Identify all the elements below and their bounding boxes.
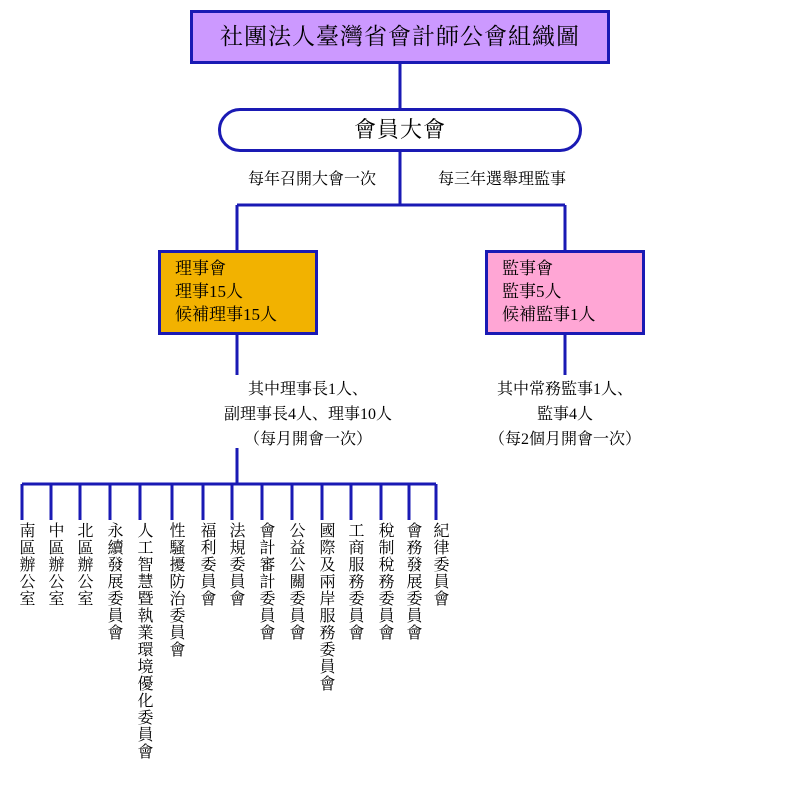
committee-north-office: 北區辦公室 [75,522,92,607]
committee-regulation: 法規委員會 [227,522,244,607]
committee-harassment: 性騷擾防治委員會 [167,522,184,658]
committee-central-office: 中區辦公室 [46,522,63,607]
committee-discipline: 紀律委員會 [431,522,448,607]
committee-welfare: 福利委員會 [198,522,215,607]
committee-south-office: 南區辦公室 [17,522,34,607]
director-note-line1: 其中理事長1人、 [247,381,368,398]
committee-tax: 稅制稅務委員會 [376,522,393,641]
supervisor-board-count: 監事5人 [502,282,562,302]
edge-label-triennial-election: 每三年選舉理監事 [437,171,566,188]
director-board-count: 理事15人 [175,282,243,302]
director-board-note [148,378,468,452]
committee-ai-practice: 人工智慧暨執業環境優化委員會 [135,522,152,760]
director-board-alternate-count: 候補理事15人 [175,304,277,324]
director-board-node [158,250,318,335]
director-board-title: 理事會 [175,259,226,279]
chart-title-box [190,10,610,64]
supervisor-note-line3: （每2個月開會一次） [488,430,641,448]
members-assembly-node [218,108,582,152]
committee-public-relations: 公益公關委員會 [287,522,304,641]
edge-label-annual-meeting: 每年召開大會一次 [247,171,376,188]
members-assembly-label: 會員大會 [353,117,446,143]
supervisor-note-line1: 其中常務監事1人、 [496,381,633,398]
committee-affairs-dev: 會務發展委員會 [404,522,421,641]
committee-industry-service: 工商服務委員會 [346,522,363,641]
director-note-line2: 副理事長4人、理事10人 [223,405,392,423]
supervisor-board-note [455,378,675,452]
supervisor-note-line2: 監事4人 [536,405,593,423]
committee-accounting-audit: 會計審計委員會 [257,522,274,641]
supervisor-board-alternate-count: 候補監事1人 [502,304,596,324]
chart-title: 社團法人臺灣省會計師公會組織圖 [220,24,580,50]
supervisor-board-node [485,250,645,335]
committee-international: 國際及兩岸服務委員會 [317,522,334,692]
supervisor-board-title: 監事會 [502,259,553,279]
director-note-line3: （每月開會一次） [243,430,372,448]
committee-sustainability: 永續發展委員會 [105,522,122,641]
